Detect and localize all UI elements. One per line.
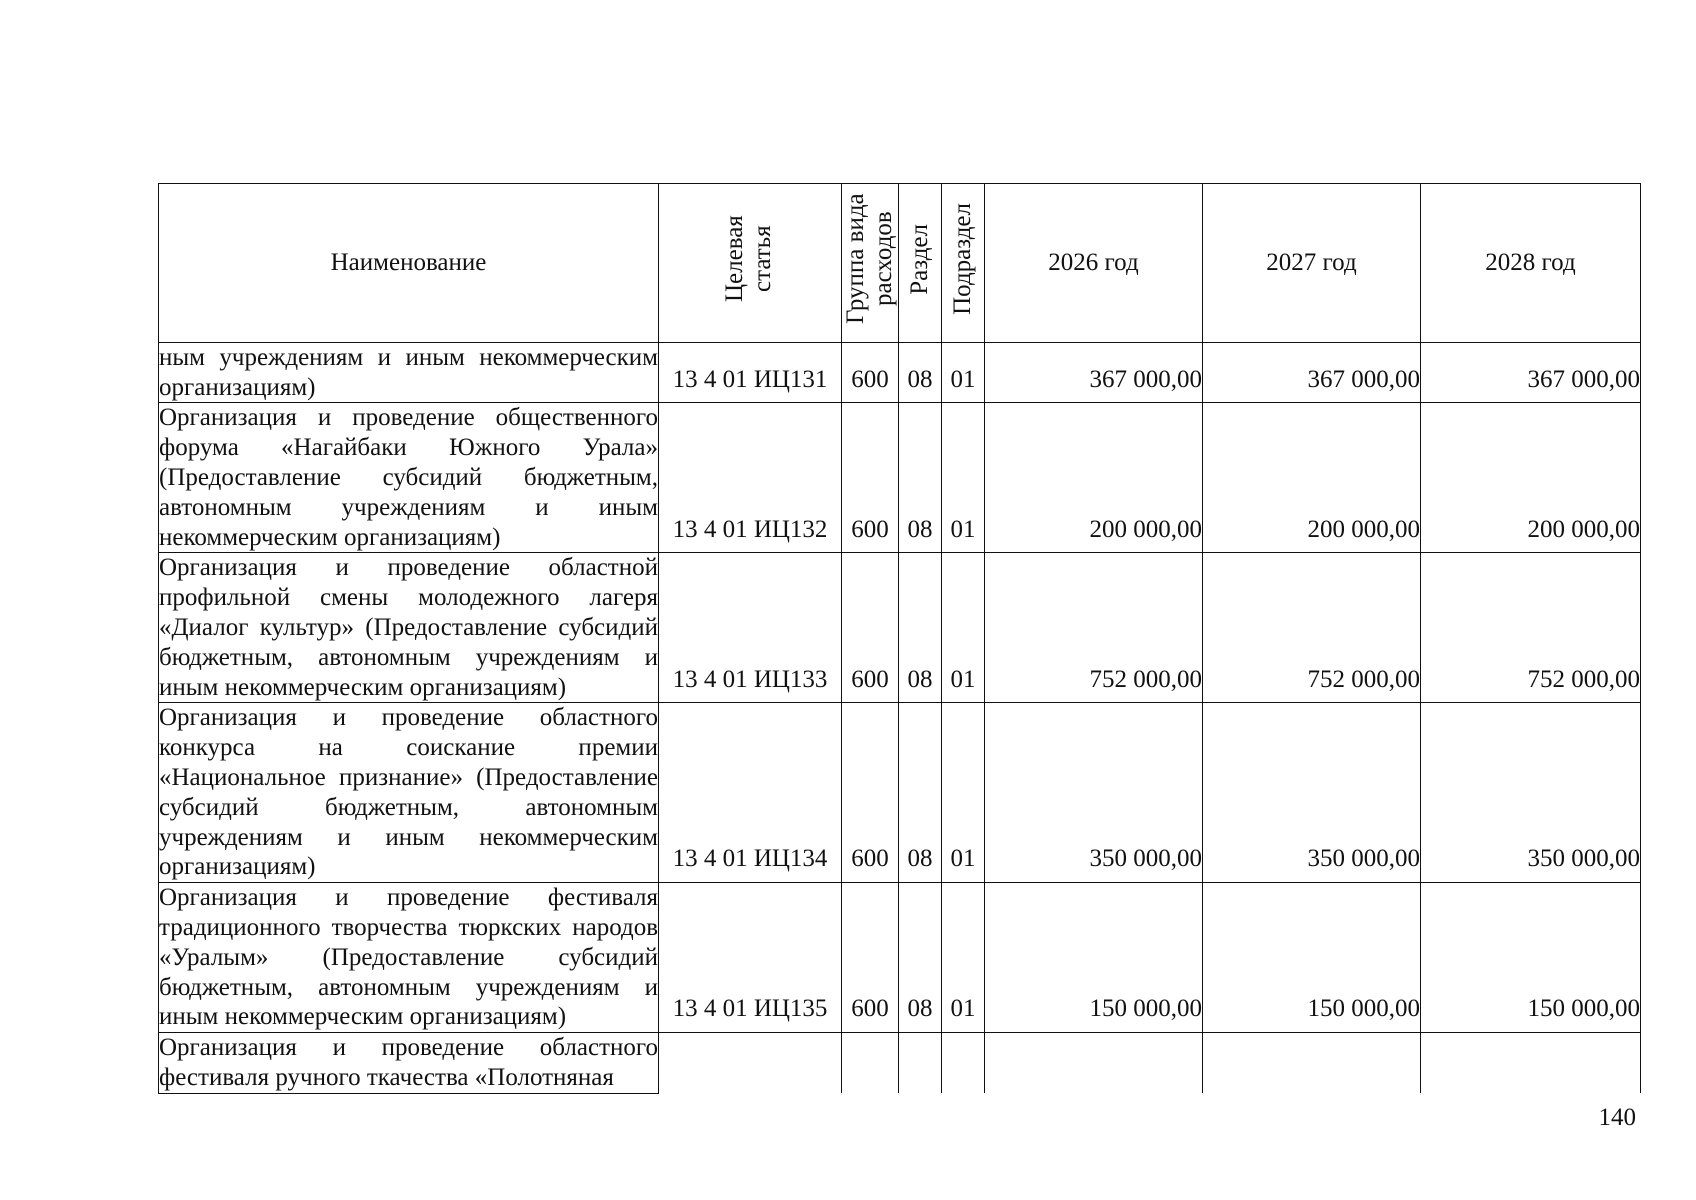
row-name: ным учреждениям и иным некоммерческим организациям) [159,342,659,403]
row-group [842,1033,899,1094]
header-target-article: Целевая статья [659,184,842,343]
row-name: Организация и проведение фестиваля традиционного творчества тюркских народов «Уралым» (Предоставление субсидий бюджетным, автономным учреждениям и иным некоммерческим организациям) [159,883,659,1033]
row-group: 600 [842,553,899,703]
header-section: Раздел [899,184,942,343]
row-code: 13 4 01 ИЦ135 [659,883,842,1033]
table-row [159,553,1641,703]
row-amount-2026: 150 000,00 [985,883,1203,1033]
row-amount-2028: 200 000,00 [1421,403,1641,553]
row-group: 600 [842,342,899,403]
row-section: 08 [899,553,942,703]
row-amount-2026 [985,1033,1203,1094]
row-name: Организация и проведение общественного форума «Нагайбаки Южного Урала» (Предоставление субсидий бюджетным, автономным учреждениям и иным некоммерческим организациям) [159,403,659,553]
row-section: 08 [899,403,942,553]
table-row [159,883,1641,1033]
row-section: 08 [899,883,942,1033]
row-subsection: 01 [942,403,985,553]
row-subsection: 01 [942,703,985,883]
row-amount-2027: 200 000,00 [1203,403,1421,553]
header-year-2028: 2028 год [1421,184,1641,343]
row-section [899,1033,942,1094]
header-name: Наименование [159,184,659,343]
row-amount-2027: 752 000,00 [1203,553,1421,703]
row-amount-2028: 350 000,00 [1421,703,1641,883]
header-expense-group: Группа вида расходов [842,184,899,343]
row-section: 08 [899,703,942,883]
table-row [159,1033,1641,1094]
row-code: 13 4 01 ИЦ133 [659,553,842,703]
row-amount-2026: 752 000,00 [985,553,1203,703]
row-code: 13 4 01 ИЦ131 [659,342,842,403]
header-subsection: Подраздел [942,184,985,343]
row-subsection [942,1033,985,1094]
row-amount-2027: 150 000,00 [1203,883,1421,1033]
row-amount-2026: 200 000,00 [985,403,1203,553]
row-subsection: 01 [942,342,985,403]
row-group: 600 [842,883,899,1033]
table-row [159,403,1641,553]
table-header-row [159,184,1641,343]
page-number: 140 [1598,1104,1636,1131]
row-name: Организация и проведение областного фестиваля ручного ткачества «Полотняная [159,1033,659,1094]
table-row [159,703,1641,883]
header-year-2026: 2026 год [985,184,1203,343]
row-code [659,1033,842,1094]
row-name: Организация и проведение областного конкурса на соискание премии «Национальное признание» (Предоставление субсидий бюджетным, автономным учреждениям и иным некоммерческим организациям) [159,703,659,883]
row-amount-2026: 367 000,00 [985,342,1203,403]
table-row [159,342,1641,403]
row-code: 13 4 01 ИЦ132 [659,403,842,553]
budget-table [158,183,1641,1094]
row-amount-2028: 752 000,00 [1421,553,1641,703]
row-subsection: 01 [942,553,985,703]
row-group: 600 [842,703,899,883]
row-amount-2028: 367 000,00 [1421,342,1641,403]
row-amount-2027: 367 000,00 [1203,342,1421,403]
row-group: 600 [842,403,899,553]
header-year-2027: 2027 год [1203,184,1421,343]
row-amount-2026: 350 000,00 [985,703,1203,883]
row-section: 08 [899,342,942,403]
row-amount-2028: 150 000,00 [1421,883,1641,1033]
row-code: 13 4 01 ИЦ134 [659,703,842,883]
row-amount-2028 [1421,1033,1641,1094]
row-amount-2027: 350 000,00 [1203,703,1421,883]
row-name: Организация и проведение областной профильной смены молодежного лагеря «Диалог культур» (Предоставление субсидий бюджетным, автономным учреждениям и иным некоммерческим организациям) [159,553,659,703]
row-amount-2027 [1203,1033,1421,1094]
row-subsection: 01 [942,883,985,1033]
